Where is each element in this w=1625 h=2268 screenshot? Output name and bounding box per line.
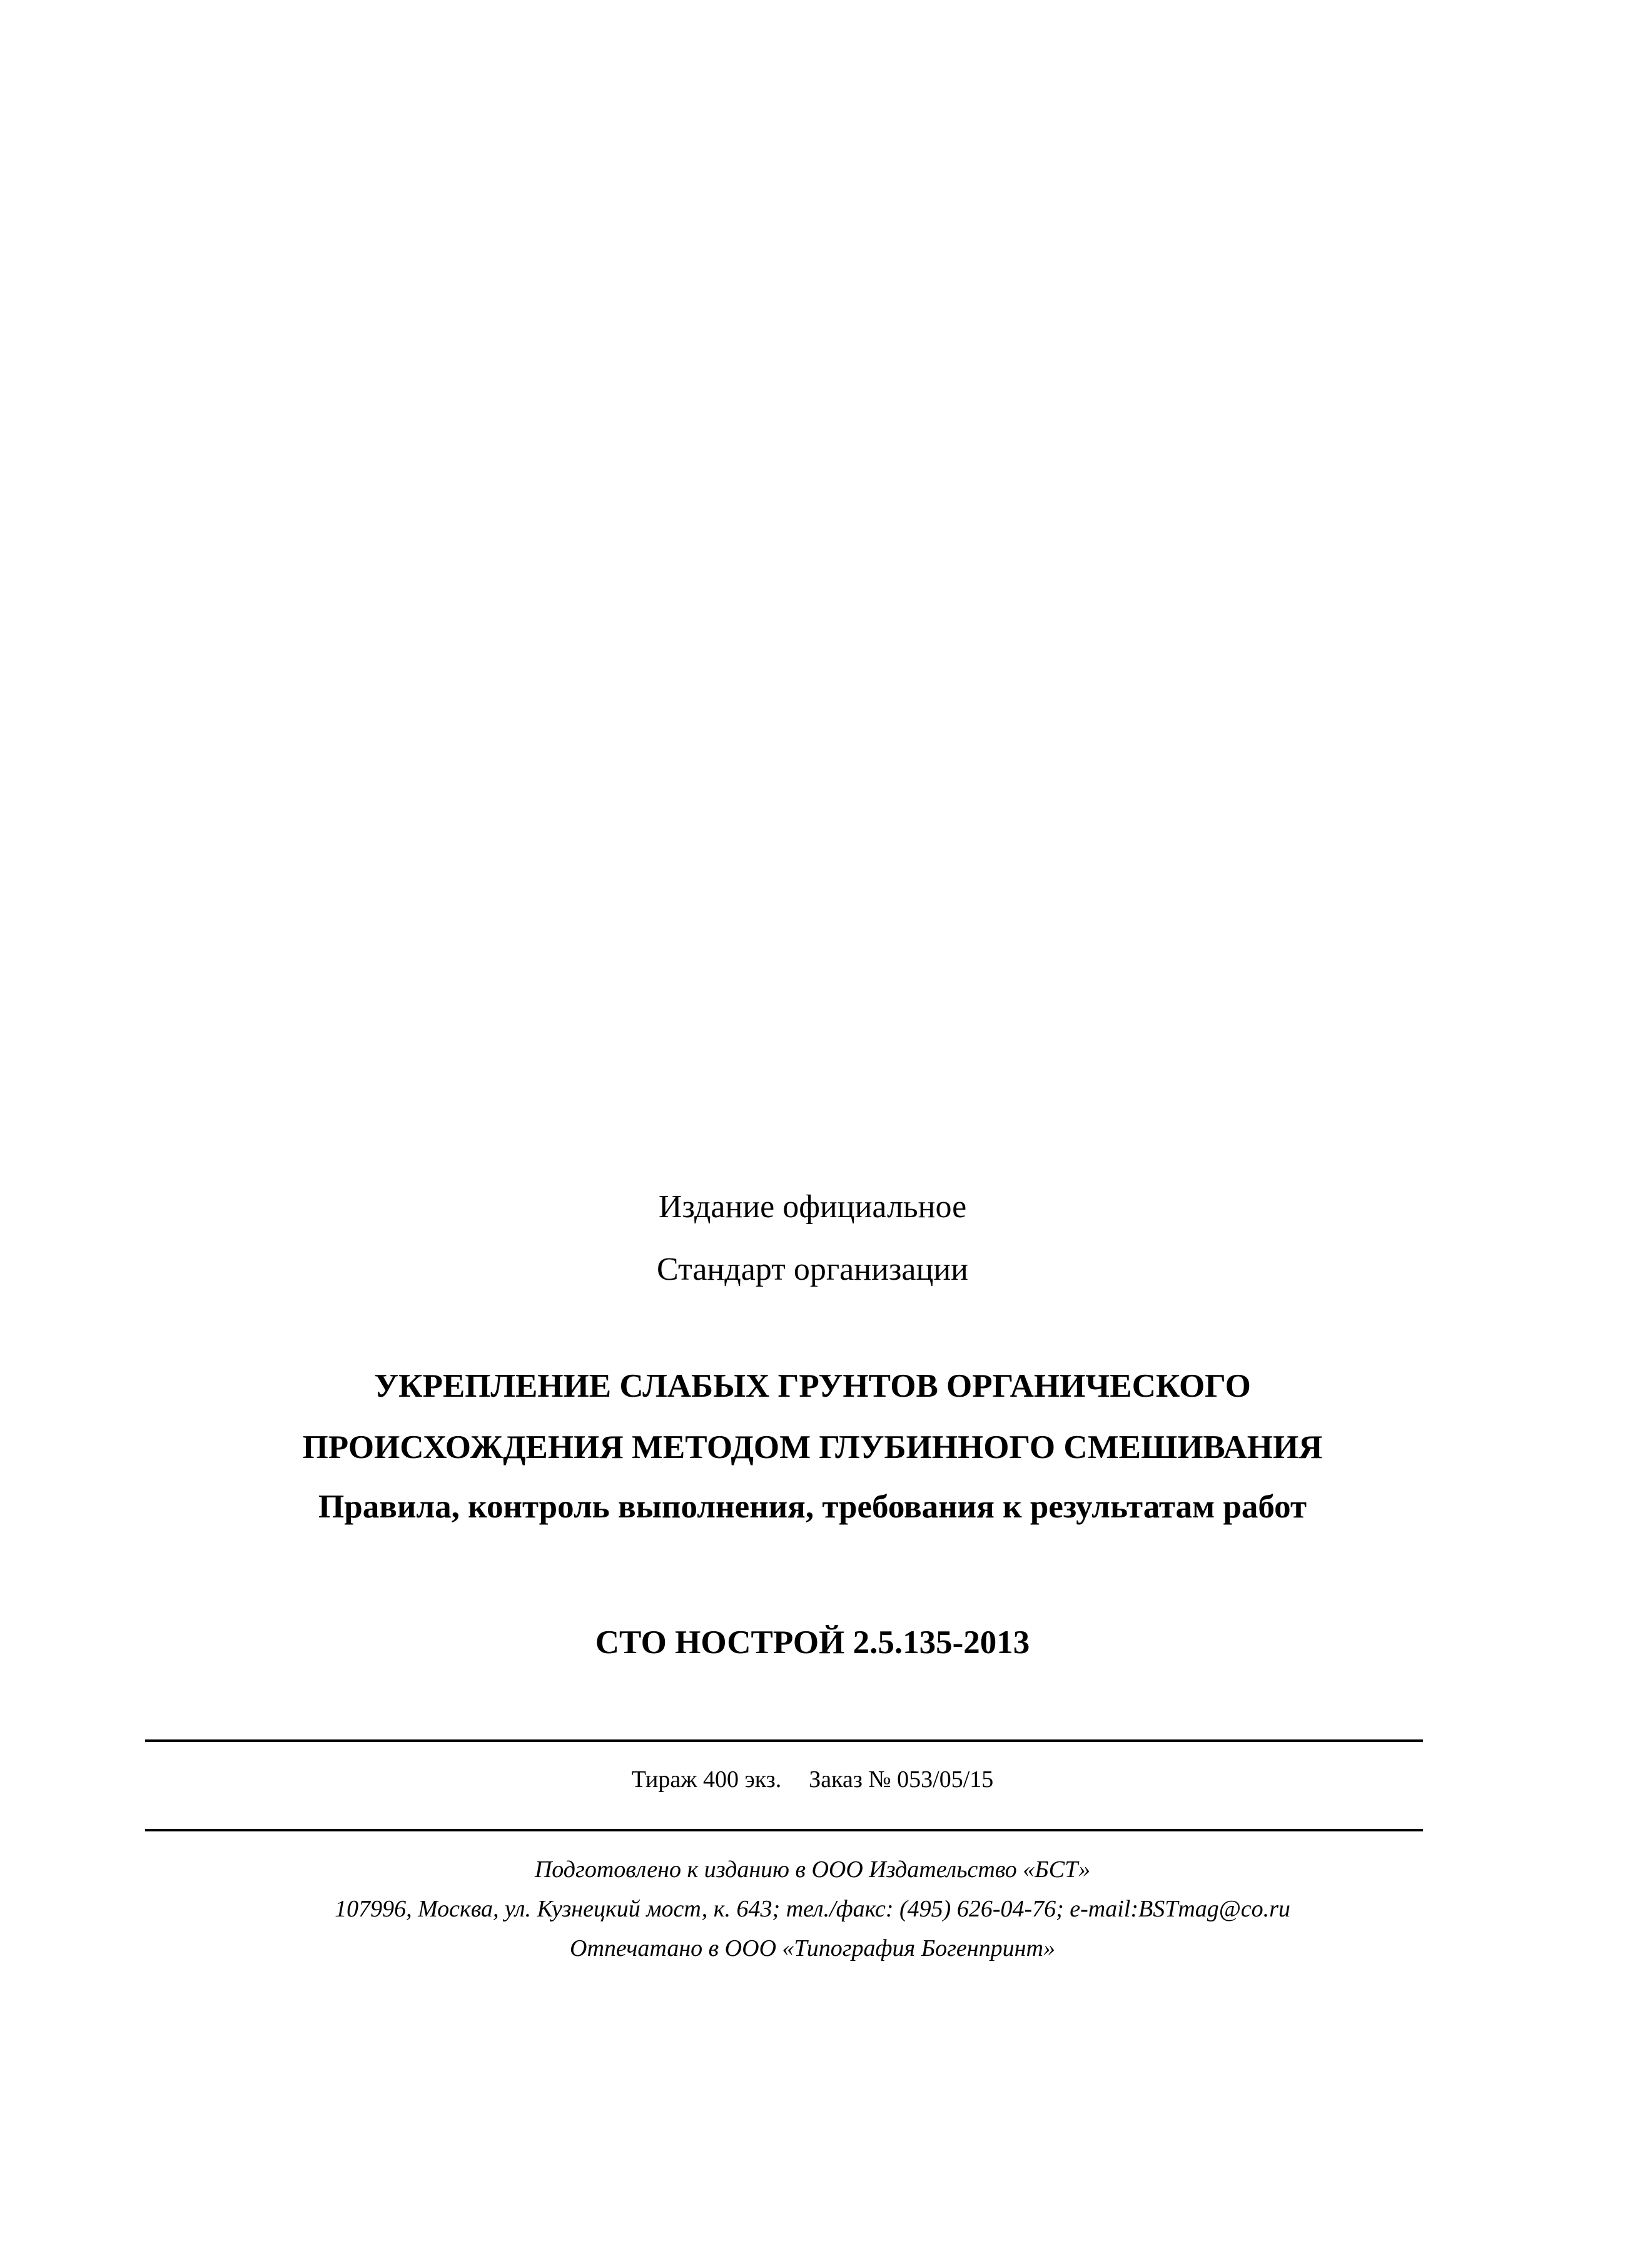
document-title-line-2: ПРОИСХОЖДЕНИЯ МЕТОДОМ ГЛУБИННОГО СМЕШИВАНИЯ (302, 1429, 1323, 1466)
standard-type-label: Стандарт организации (656, 1252, 968, 1287)
imprint-prepared-by: Подготовлено к изданию в ООО Издательство «БСТ» (534, 1856, 1091, 1883)
divider-top (145, 1739, 1423, 1742)
circulation-text: Тираж 400 экз. (631, 1766, 782, 1793)
edition-label: Издание официальное (658, 1189, 967, 1225)
order-number-text: Заказ № 053/05/15 (809, 1766, 994, 1793)
standard-designation: СТО НОСТРОЙ 2.5.135-2013 (595, 1624, 1030, 1661)
imprint-address: 107996, Москва, ул. Кузнецкий мост, к. 643; тел./факс: (495) 626-04-76; e-mail:BSTmag@co.ru (335, 1896, 1290, 1922)
print-info (0, 1763, 1625, 1796)
imprint-printed-by: Отпечатано в ООО «Типография Богенпринт» (570, 1935, 1055, 1962)
document-subtitle: Правила, контроль выполнения, требования к результатам работ (318, 1489, 1307, 1525)
divider-bottom (145, 1829, 1423, 1831)
document-title-line-1: УКРЕПЛЕНИЕ СЛАБЫХ ГРУНТОВ ОРГАНИЧЕСКОГО (374, 1368, 1251, 1404)
